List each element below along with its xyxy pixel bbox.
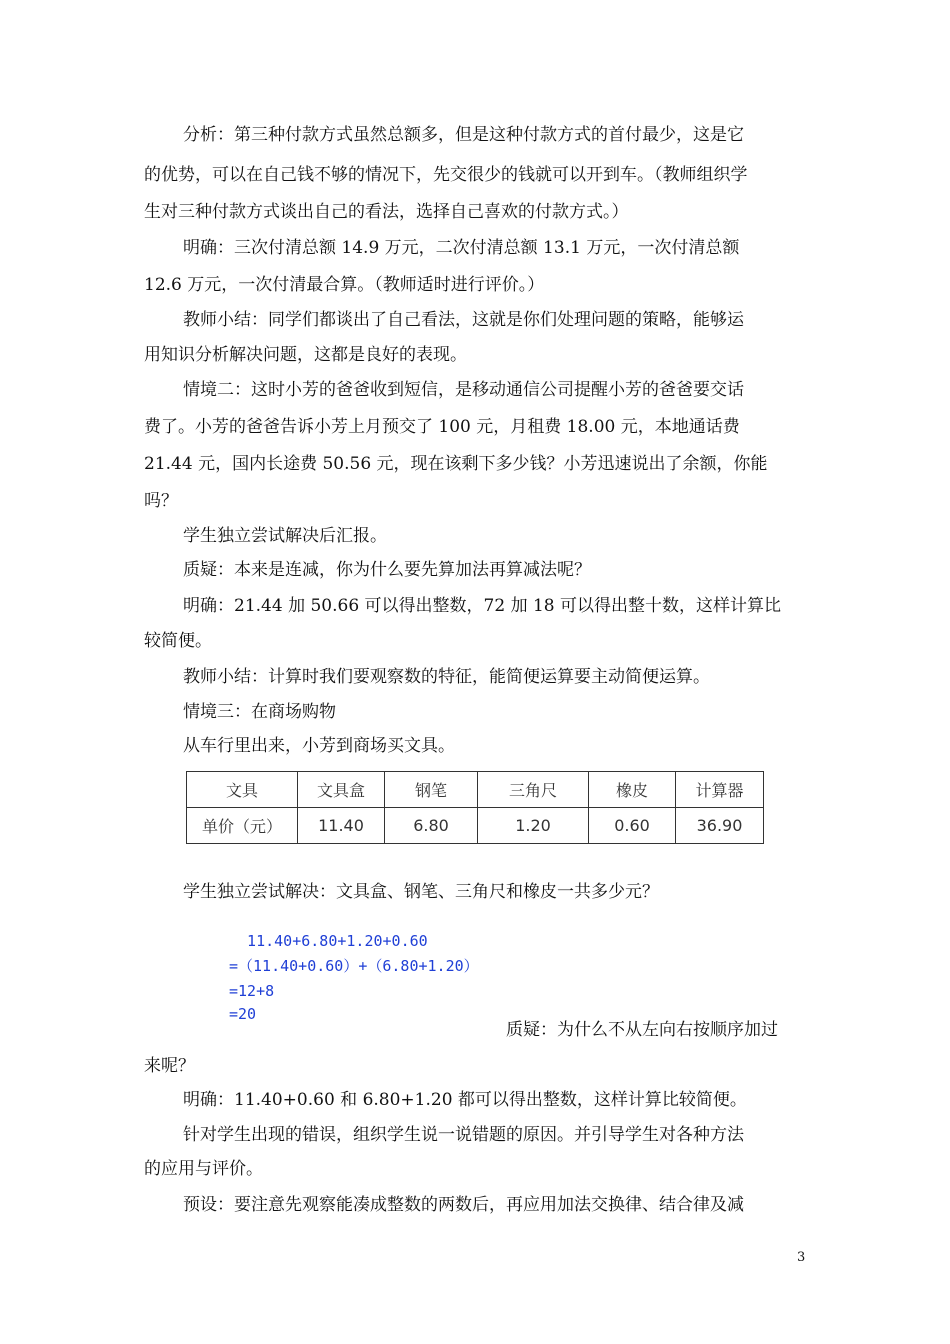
table-cell: 11.40 xyxy=(298,808,385,844)
paragraph-line: 21.44 元，国内长途费 50.56 元，现在该剩下多少钱？小芳迅速说出了余额，你能 xyxy=(144,454,768,474)
table-cell: 36.90 xyxy=(676,808,764,844)
table-header-row xyxy=(187,772,764,808)
paragraph-line: 情境二：这时小芳的爸爸收到短信，是移动通信公司提醒小芳的爸爸要交话 xyxy=(183,380,744,400)
paragraph-line: 12.6 万元，一次付清最合算。（教师适时进行评价。） xyxy=(144,275,545,295)
paragraph-line: 的应用与评价。 xyxy=(144,1159,263,1179)
paragraph-line: 来呢？ xyxy=(144,1056,195,1076)
table-header-cell: 文具 xyxy=(187,772,298,808)
paragraph-line: 学生独立尝试解决后汇报。 xyxy=(183,526,387,546)
paragraph-line: 生对三种付款方式谈出自己的看法，选择自己喜欢的付款方式。） xyxy=(144,202,629,222)
table-header-cell: 钢笔 xyxy=(385,772,478,808)
calculation-line: 11.40+6.80+1.20+0.60 xyxy=(229,932,428,950)
paragraph-line: 教师小结：同学们都谈出了自己看法，这就是你们处理问题的策略，能够运 xyxy=(183,310,744,330)
table-cell: 0.60 xyxy=(589,808,676,844)
paragraph-line: 吗？ xyxy=(144,491,178,511)
page-number: 3 xyxy=(797,1250,806,1265)
calculation-line: =20 xyxy=(229,1005,257,1023)
paragraph-line: 情境三：在商场购物 xyxy=(183,702,336,722)
paragraph-line: 学生独立尝试解决：文具盒、钢笔、三角尺和橡皮一共多少元？ xyxy=(183,882,659,902)
paragraph-line: 教师小结：计算时我们要观察数的特征，能简便运算要主动简便运算。 xyxy=(183,667,710,687)
paragraph-line: 明确：11.40+0.60 和 6.80+1.20 都可以得出整数，这样计算比较简便。 xyxy=(183,1090,747,1110)
paragraph-line: 质疑：为什么不从左向右按顺序加过 xyxy=(506,1020,778,1040)
table-header-cell: 计算器 xyxy=(676,772,764,808)
paragraph-line: 较简便。 xyxy=(144,631,212,651)
paragraph-line: 分析：第三种付款方式虽然总额多，但是这种付款方式的首付最少，这是它 xyxy=(183,125,744,145)
paragraph-line: 明确：三次付清总额 14.9 万元，二次付清总额 13.1 万元，一次付清总额 xyxy=(183,238,740,258)
paragraph-line: 用知识分析解决问题，这都是良好的表现。 xyxy=(144,345,467,365)
table-header-cell: 文具盒 xyxy=(298,772,385,808)
table-row xyxy=(187,808,764,844)
paragraph-line: 预设：要注意先观察能凑成整数的两数后，再应用加法交换律、结合律及减 xyxy=(183,1195,744,1215)
paragraph-line: 的优势，可以在自己钱不够的情况下，先交很少的钱就可以开到车。（教师组织学 xyxy=(144,165,748,185)
table-cell: 单价（元） xyxy=(187,808,298,844)
calculation-line: =12+8 xyxy=(229,982,275,1000)
paragraph-line: 明确：21.44 加 50.66 可以得出整数，72 加 18 可以得出整十数，这样计算比 xyxy=(183,596,782,616)
table-header-cell: 三角尺 xyxy=(478,772,589,808)
paragraph-line: 质疑：本来是连减，你为什么要先算加法再算减法呢？ xyxy=(183,560,591,580)
calculation-line: =（11.40+0.60）+（6.80+1.20） xyxy=(229,957,479,975)
price-table xyxy=(186,771,764,844)
table-cell: 6.80 xyxy=(385,808,478,844)
paragraph-line: 针对学生出现的错误，组织学生说一说错题的原因。并引导学生对各种方法 xyxy=(183,1125,744,1145)
paragraph-line: 费了。小芳的爸爸告诉小芳上月预交了 100 元，月租费 18.00 元，本地通话费 xyxy=(144,417,740,437)
paragraph-line: 从车行里出来，小芳到商场买文具。 xyxy=(183,736,455,756)
table-header-cell: 橡皮 xyxy=(589,772,676,808)
table-cell: 1.20 xyxy=(478,808,589,844)
